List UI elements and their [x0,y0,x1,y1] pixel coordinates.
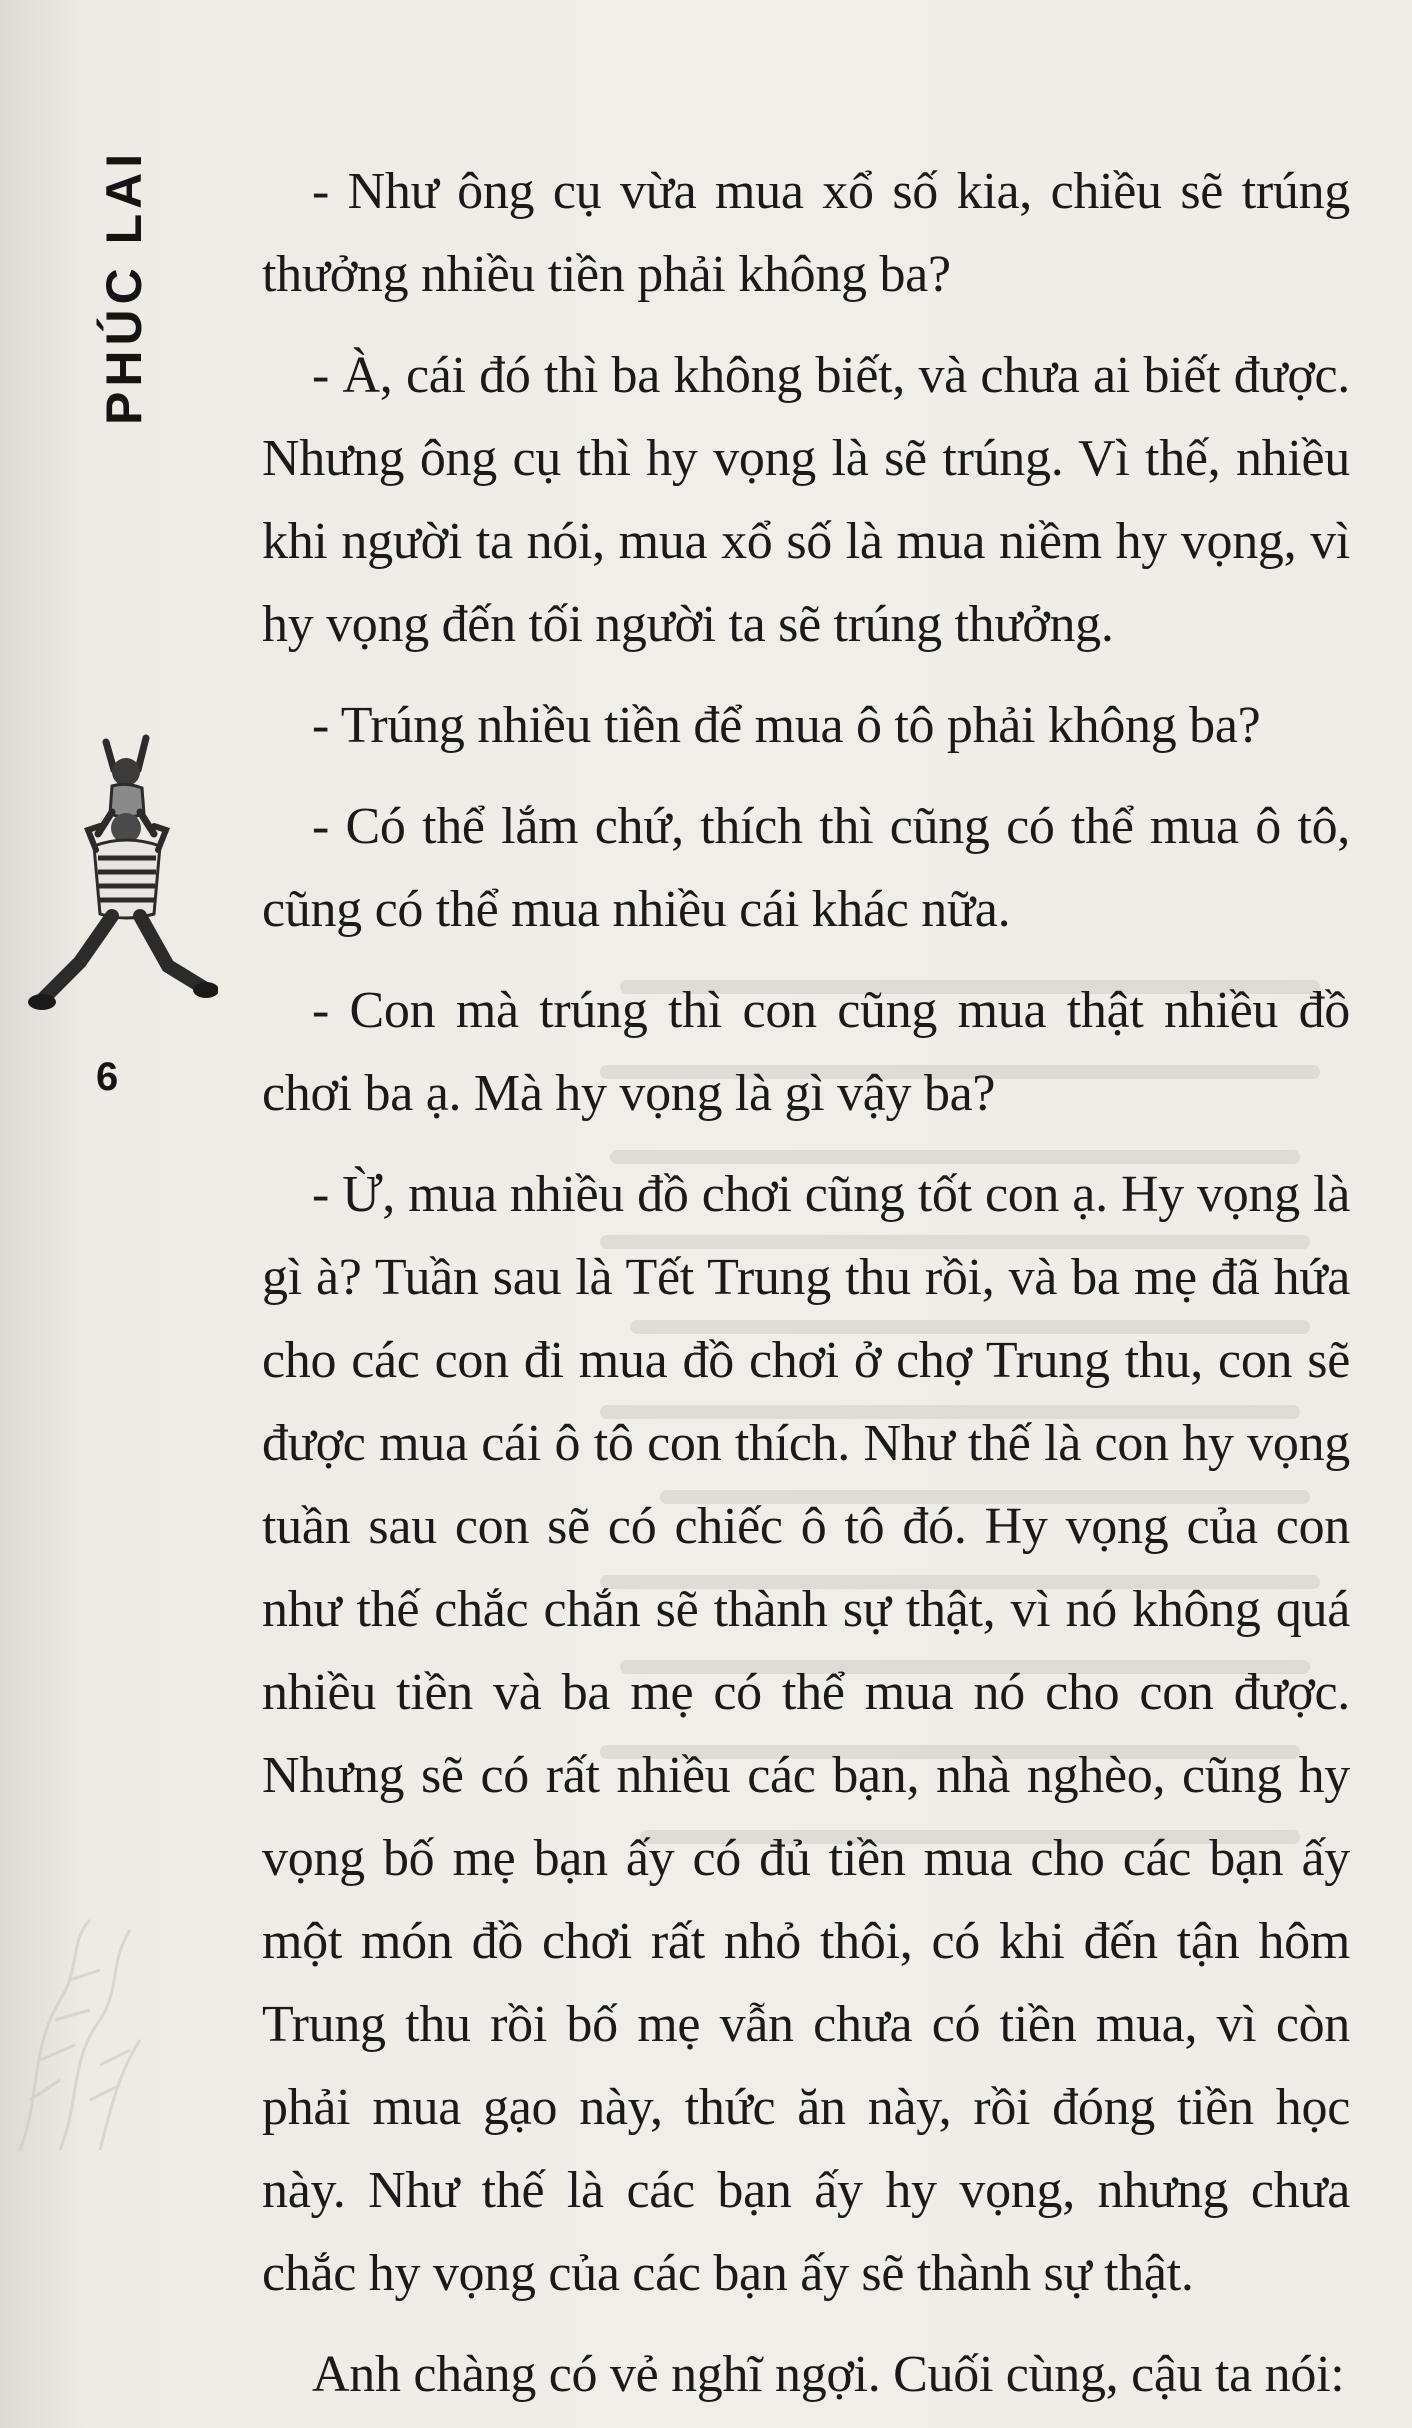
paragraph: - Có thể lắm chứ, thích thì cũng có thể mua ô tô, cũng có thể mua nhiều cái khác nữa. [262,798,1350,938]
paragraph: - Trúng nhiều tiền để mua ô tô phải không ba? [312,697,1261,754]
running-title: PHÚC LAI [96,148,152,425]
paragraph: - Như ông cụ vừa mua xổ số kia, chiều sẽ trúng thưởng nhiều tiền phải không ba? [262,163,1350,303]
paragraph: Anh chàng có vẻ nghĩ ngợi. Cuối cùng, cậu ta nói: [312,2346,1345,2403]
paragraph: - Ừ, mua nhiều đồ chơi cũng tốt con ạ. Hy vọng là gì à? Tuần sau là Tết Trung thu rồi, và ba mẹ đã hứa cho các con đi mua đồ chơi ở chợ Trung thu, con sẽ được mua cái ô tô con thích. Như thế là con hy vọng tuần sau con sẽ có chiếc ô tô đó. Hy vọng của con như thế chắc chắn sẽ thành sự thật, vì nó không quá nhiều tiền và ba mẹ có thể mua nó cho con được. Nhưng sẽ có rất nhiều các bạn, nhà nghèo, cũng hy vọng bố mẹ bạn ấy có đủ tiền mua cho các bạn ấy một món đồ chơi rất nhỏ thôi, có khi đến tận hôm Trung thu rồi bố mẹ vẫn chưa có tiền mua, vì còn phải mua gạo này, thức ăn này, rồi đóng tiền học này. Như thế là các bạn ấy hy vọng, nhưng chưa chắc hy vọng của các bạn ấy sẽ thành sự thật. [262,1166,1350,2302]
page-number: 6 [96,1055,119,1099]
father-carrying-child-icon [28,730,218,1020]
bleed-through-drawing-icon [0,1900,230,2160]
body-text [262,150,1350,2428]
paragraph: - Con mà trúng thì con cũng mua thật nhiều đồ chơi ba ạ. Mà hy vọng là gì vậy ba? [262,982,1350,1122]
paragraph: - À, cái đó thì ba không biết, và chưa ai biết được. Nhưng ông cụ thì hy vọng là sẽ trúng. Vì thế, nhiều khi người ta nói, mua xổ số là mua niềm hy vọng, vì hy vọng đến tối người ta sẽ trúng thưởng. [262,347,1350,653]
